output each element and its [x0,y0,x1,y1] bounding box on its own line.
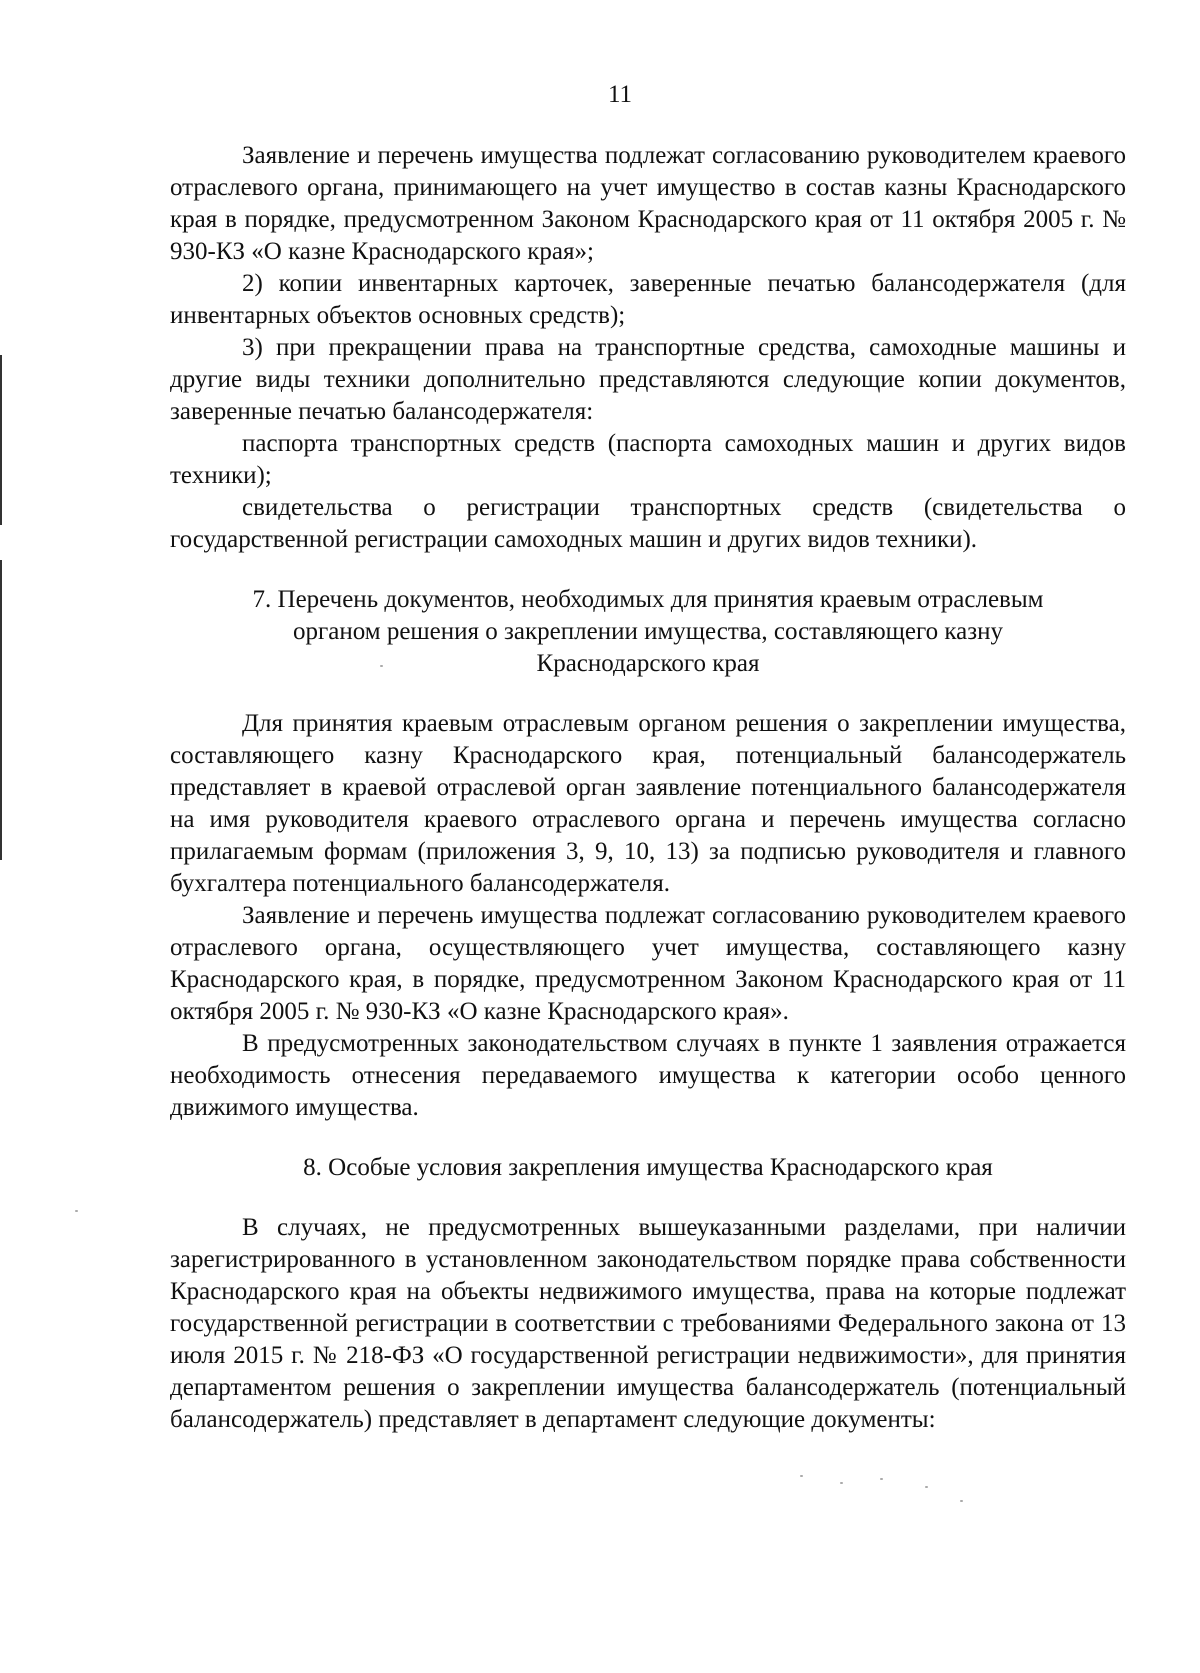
document-body [170,140,1126,1436]
section-heading-line: Краснодарского края [536,650,760,677]
page-number: 11 [607,81,633,108]
spacer [170,556,1126,584]
paragraph: 2) копии инвентарных карточек, заверенные печатью балансодержателя (для инвентарных объектов основных средств); [170,270,1126,329]
section-heading-line: 7. Перечень документов, необходимых для принятия краевым отраслевым [252,586,1044,613]
scan-speck [925,1486,928,1488]
paragraph: свидетельства о регистрации транспортных средств (свидетельства о государственной регистрации самоходных машин и других видов техники). [170,494,1126,553]
spacer [170,1124,1126,1152]
spacer [170,1184,1126,1212]
paragraph: В предусмотренных законодательством случаях в пункте 1 заявления отражается необходимость отнесения передаваемого имущества к категории особо ценного движимого имущества. [170,1030,1126,1121]
scan-speck [75,1210,78,1212]
scan-speck [880,1478,883,1480]
scan-speck [800,1475,803,1477]
paragraph: паспорта транспортных средств (паспорта самоходных машин и других видов техники); [170,430,1126,489]
section-heading-line: органом решения о закреплении имущества, составляющего казну [293,618,1003,645]
scan-speck [960,1500,963,1502]
paragraph: Заявление и перечень имущества подлежат согласованию руководителем краевого отраслевого органа, принимающего на учет имущество в состав казны Краснодарского края в порядке, предусмотренном Законом Краснодарского края от 11 октября 2005 г. № 930-КЗ «О казне Краснодарского края»; [170,142,1126,265]
paragraph: 3) при прекращении права на транспортные средства, самоходные машины и другие виды техники дополнительно представляются следующие копии документов, заверенные печатью балансодержателя: [170,334,1126,425]
paragraph: Для принятия краевым отраслевым органом решения о закреплении имущества, составляющего казну Краснодарского края, потенциальный балансодержатель представляет в краевой отраслевой орган заявление потенциального балансодержателя на имя руководителя краевого отраслевого органа и перечень имущества согласно прилагаемым формам (приложения 3, 9, 10, 13) за подписью руководителя и главного бухгалтера потенциального балансодержателя. [170,710,1126,897]
section-7-heading [170,584,1126,680]
section-8-heading: 8. Особые условия закрепления имущества Краснодарского края [303,1154,993,1181]
scan-speck [840,1482,843,1484]
paragraph: В случаях, не предусмотренных вышеуказанными разделами, при наличии зарегистрированного в установленном законодательством порядке права собственности Краснодарского края на объекты недвижимого имущества, права на которые подлежат государственной регистрации в соответствии с требованиями Федерального закона от 13 июля 2015 г. № 218-ФЗ «О государственной регистрации недвижимости», для принятия департаментом решения о закреплении имущества балансодержатель (потенциальный балансодержатель) представляет в департамент следующие документы: [170,1214,1126,1433]
paragraph: Заявление и перечень имущества подлежат согласованию руководителем краевого отраслевого органа, осуществляющего учет имущества, составляющего казну Краснодарского края, в порядке, предусмотренном Законом Краснодарского края от 11 октября 2005 г. № 930-КЗ «О казне Краснодарского края». [170,902,1126,1025]
spacer [170,680,1126,708]
scan-margin-rule-1 [0,355,2,525]
scan-margin-rule-2 [0,560,2,860]
